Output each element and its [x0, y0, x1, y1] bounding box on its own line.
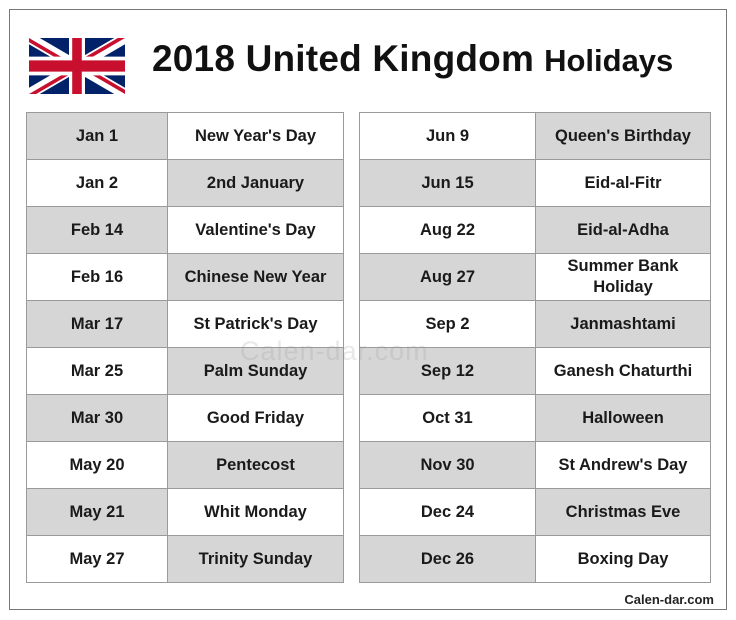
table-row: [360, 301, 711, 348]
table-row: [27, 207, 344, 254]
holiday-cell: Trinity Sunday: [168, 536, 344, 583]
date-cell: Jun 9: [360, 113, 536, 160]
holiday-cell: Whit Monday: [168, 489, 344, 536]
table-row: [360, 348, 711, 395]
date-cell: Aug 27: [360, 254, 536, 301]
date-cell: Oct 31: [360, 395, 536, 442]
table-row: [27, 113, 344, 160]
holiday-cell: Eid-al-Fitr: [536, 160, 711, 207]
holiday-cell: St Andrew's Day: [536, 442, 711, 489]
table-row: [27, 160, 344, 207]
date-cell: Mar 17: [27, 301, 168, 348]
table-row: [360, 395, 711, 442]
table-row: [360, 442, 711, 489]
date-cell: Feb 14: [27, 207, 168, 254]
table-row: [360, 536, 711, 583]
page-title: [152, 38, 673, 84]
table-row: [27, 395, 344, 442]
table-row: [360, 254, 711, 301]
date-cell: Jan 1: [27, 113, 168, 160]
holiday-cell: Summer Bank Holiday: [536, 254, 711, 301]
table-row: [360, 160, 711, 207]
date-cell: May 21: [27, 489, 168, 536]
table-row: [27, 348, 344, 395]
title-suffix: Holidays: [544, 43, 674, 78]
holiday-cell: Eid-al-Adha: [536, 207, 711, 254]
holiday-cell: Valentine's Day: [168, 207, 344, 254]
date-cell: Dec 24: [360, 489, 536, 536]
date-cell: Aug 22: [360, 207, 536, 254]
table-row: [27, 489, 344, 536]
source-credit[interactable]: Calen-dar.com: [624, 592, 714, 607]
holiday-cell: Janmashtami: [536, 301, 711, 348]
holiday-cell: Queen's Birthday: [536, 113, 711, 160]
date-cell: Sep 2: [360, 301, 536, 348]
date-cell: Sep 12: [360, 348, 536, 395]
date-cell: Feb 16: [27, 254, 168, 301]
holiday-cell: Good Friday: [168, 395, 344, 442]
date-cell: May 27: [27, 536, 168, 583]
date-cell: Jan 2: [27, 160, 168, 207]
title-main: 2018 United Kingdom: [152, 38, 535, 79]
date-cell: Nov 30: [360, 442, 536, 489]
holiday-table-right: [359, 112, 711, 583]
holiday-table-left: [26, 112, 344, 583]
table-row: [27, 442, 344, 489]
table-row: [27, 254, 344, 301]
table-row: [27, 536, 344, 583]
holiday-cell: Pentecost: [168, 442, 344, 489]
holiday-cell: New Year's Day: [168, 113, 344, 160]
date-cell: Mar 30: [27, 395, 168, 442]
table-row: [360, 113, 711, 160]
holiday-cell: Halloween: [536, 395, 711, 442]
watermark: Calen-dar.com: [240, 336, 429, 366]
date-cell: Jun 15: [360, 160, 536, 207]
holiday-cell: St Patrick's Day: [168, 301, 344, 348]
date-cell: Mar 25: [27, 348, 168, 395]
holiday-cell: Chinese New Year: [168, 254, 344, 301]
date-cell: Dec 26: [360, 536, 536, 583]
date-cell: May 20: [27, 442, 168, 489]
holiday-cell: Palm Sunday: [168, 348, 344, 395]
holiday-cell: Boxing Day: [536, 536, 711, 583]
holiday-cell: Christmas Eve: [536, 489, 711, 536]
table-row: [360, 207, 711, 254]
table-row: [27, 301, 344, 348]
table-row: [360, 489, 711, 536]
holiday-cell: 2nd January: [168, 160, 344, 207]
union-jack-flag-icon: [29, 38, 125, 94]
holiday-cell: Ganesh Chaturthi: [536, 348, 711, 395]
